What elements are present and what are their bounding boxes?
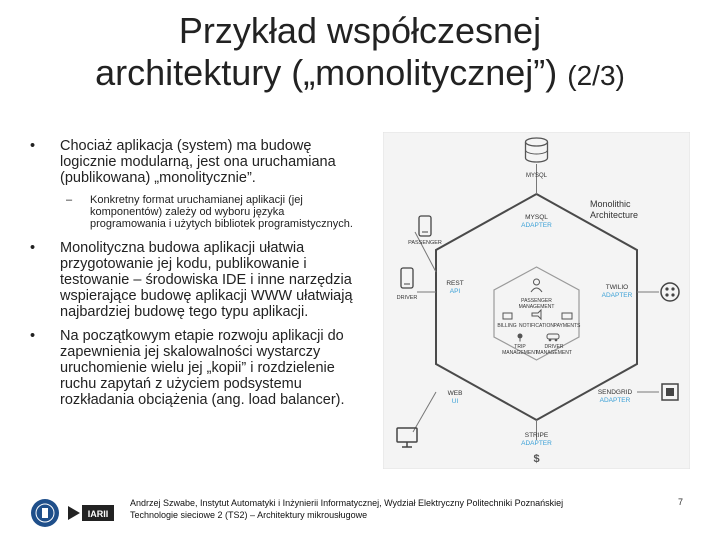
module-billing: BILLING (497, 323, 517, 329)
footer (130, 497, 650, 521)
bullet-text: Monolityczna budowa aplikacji ułatwia przygotowanie jej kodu, publikowanie i testowanie – środowiska IDE i inne narzędzia wspierające budowę aplikacji WWW ułatwiają najbardziej budowę tego typu aplikacji. (60, 240, 353, 320)
module-passenger-mgmt-line1: PASSENGER (521, 298, 552, 304)
university-logo (30, 498, 60, 528)
module-trip-mgmt-line2: MANAGEMENT (502, 350, 538, 356)
module-notification: NOTIFICATION (519, 323, 554, 329)
sub-bullet-text: Konkretny format uruchamianej aplikacji (jej komponentów) zależy od wyboru języka programowania i użytych bibliotek programistycznych. (90, 194, 353, 230)
footer-line-2: Technologie sieciowe 2 (TS2) – Architektury mikrousługowe (130, 510, 368, 520)
passenger-label: PASSENGER (408, 240, 442, 246)
bullet-item (30, 328, 360, 408)
title-line-2 (40, 52, 680, 97)
web-ui-line1: WEB (447, 390, 463, 397)
bullet-marker: • (30, 138, 36, 154)
sub-bullet-item (30, 194, 360, 230)
monolithic-architecture-diagram (383, 132, 690, 469)
twilio-line1: TWILIO (605, 284, 629, 291)
sub-bullet-marker: – (66, 194, 73, 206)
mysql-adapter-line1: MYSQL (525, 214, 548, 221)
footer-line-1: Andrzej Szwabe, Instytut Automatyki i Inżynierii Informatycznej, Wydział Elektryczny Politechniki Poznańskiej (130, 498, 564, 508)
stripe-line1: STRIPE (524, 432, 549, 439)
bullet-marker: • (30, 328, 36, 344)
iarii-logo-text: IARII (87, 509, 109, 519)
driver-label: DRIVER (396, 295, 418, 301)
stripe-line2: ADAPTER (521, 440, 552, 447)
title-main: architektury („monolitycznej”) (95, 52, 558, 93)
sendgrid-line2: ADAPTER (599, 397, 631, 404)
slide-title (40, 10, 680, 97)
module-passenger-mgmt-line2: MANAGEMENT (518, 304, 555, 310)
module-payments: PAYMENTS (553, 323, 581, 329)
stripe-icon: $ (533, 453, 540, 465)
bullet-item (30, 138, 360, 186)
sendgrid-line1: SENDGRID (597, 389, 633, 396)
mysql-label: MYSQL (525, 173, 548, 179)
module-trip-mgmt-line1: TRIP (514, 344, 526, 350)
diagram-title-line2: Architecture (590, 210, 639, 220)
rest-api-line2: API (449, 288, 461, 295)
title-line-1: Przykład współczesnej (178, 10, 542, 51)
title-suffix: (2/3) (567, 60, 625, 91)
bullet-text: Na początkowym etapie rozwoju aplikacji do zapewnienia jej skalowalności wystarczy uruchomienie wielu jej „kopii” i rozdzielenie ruchu zapytań z użyciem podsystemu rozkładania obciążenia (ang. load balancer). (60, 328, 345, 408)
bullet-item (30, 240, 360, 320)
page-number: 7 (678, 497, 684, 507)
twilio-line2: ADAPTER (601, 292, 633, 299)
rest-api-line1: REST (446, 280, 464, 287)
web-ui-line2: UI (451, 398, 459, 405)
mysql-adapter-line2: ADAPTER (521, 222, 552, 229)
diagram-title-line1: Monolithic (590, 199, 631, 209)
iarii-logo (66, 502, 116, 524)
bullet-marker: • (30, 240, 36, 256)
bullet-list (30, 138, 360, 416)
module-driver-mgmt-line2: MANAGEMENT (536, 350, 572, 356)
module-driver-mgmt-line1: DRIVER (544, 344, 564, 350)
bullet-text: Chociaż aplikacja (system) ma budowę logicznie modularną, jest ona uruchamiana (publikowana) „monolitycznie”. (60, 138, 336, 186)
